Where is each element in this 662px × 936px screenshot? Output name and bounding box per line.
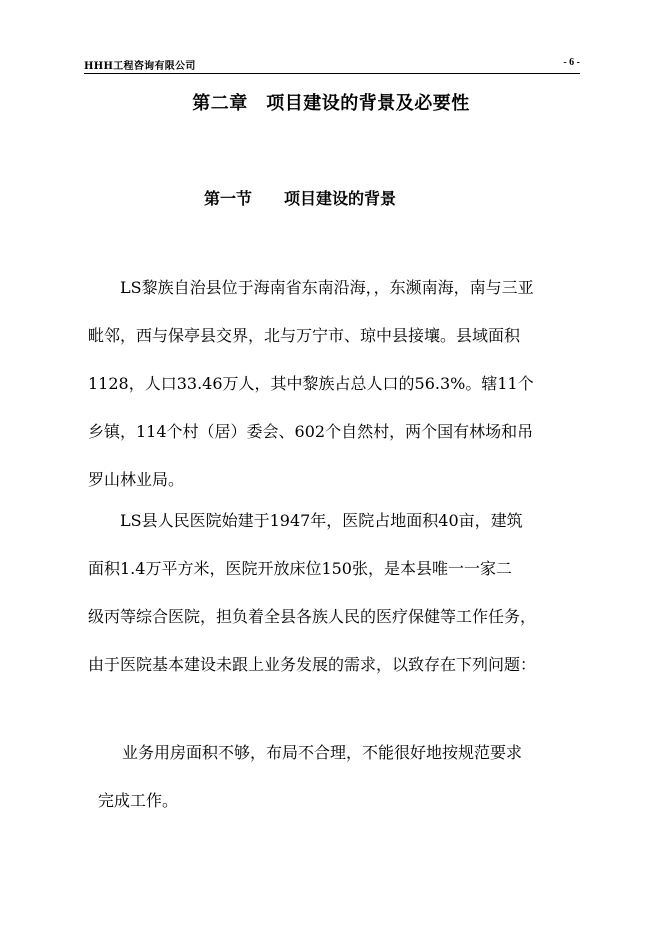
paragraph-background-county bbox=[88, 264, 578, 504]
header-page-number: - 6 - bbox=[563, 57, 580, 68]
header-company-name: HHH工程咨询有限公司 bbox=[84, 61, 196, 72]
paragraph-line: 级丙等综合医院，担负着全县各族人民的医疗保健等工作任务， bbox=[88, 607, 537, 626]
paragraph-background-hospital bbox=[88, 497, 578, 689]
paragraph-line: 乡镇，114个村（居）委会、602个自然村，两个国有林场和吊 bbox=[88, 422, 534, 441]
section-title: 第一节 项目建设的背景 bbox=[204, 189, 397, 208]
paragraph-line: 业务用房面积不够，布局不合理，不能很好地按规范要求 bbox=[122, 743, 523, 762]
paragraph-line: 完成工作。 bbox=[98, 791, 179, 810]
paragraph-line: LS黎族自治县位于海南省东南沿海，，东濒南海，南与三亚 bbox=[120, 278, 534, 297]
chapter-title: 第二章 项目建设的背景及必要性 bbox=[192, 93, 470, 114]
paragraph-line: 罗山林业局。 bbox=[88, 470, 185, 489]
paragraph-line: LS县人民医院始建于1947年，医院占地面积40亩，建筑 bbox=[120, 511, 523, 530]
paragraph-line: 1128，人口33.46万人，其中黎族占总人口的56.3%。辖11个 bbox=[88, 374, 534, 393]
paragraph-line: 由于医院基本建设未跟上业务发展的需求，以致存在下列问题： bbox=[88, 655, 537, 674]
page-header bbox=[84, 57, 580, 74]
paragraph-line: 面积1.4万平方米，医院开放床位150张，是本县唯一一家二 bbox=[88, 559, 512, 578]
paragraph-problem-item bbox=[88, 729, 578, 825]
paragraph-line: 毗邻，西与保亭县交界，北与万宁市、琼中县接壤。县域面积 bbox=[88, 326, 521, 345]
